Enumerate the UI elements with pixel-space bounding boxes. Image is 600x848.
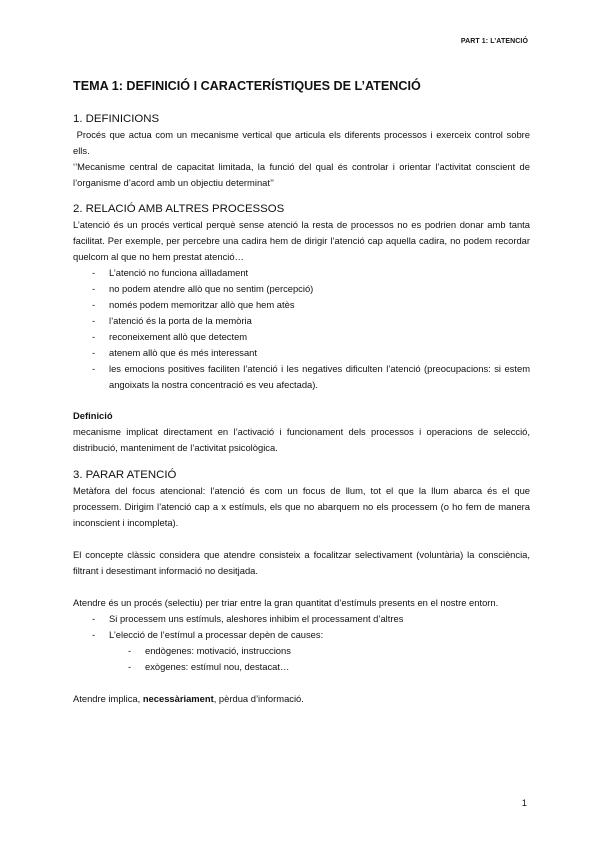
document-content bbox=[73, 78, 533, 707]
closing-paragraph bbox=[73, 691, 530, 707]
document-title: TEMA 1: DEFINICIÓ I CARACTERÍSTIQUES DE L’ATENCIÓ bbox=[73, 79, 421, 93]
definition-title: Definició bbox=[73, 410, 113, 421]
section-parar-atencio bbox=[73, 468, 530, 707]
list-item: - Si processem uns estímuls, aleshores inhibim el processament d’altres bbox=[73, 611, 530, 627]
list-item: - només podem memoritzar allò que hem atès bbox=[73, 297, 530, 313]
paragraph: Procés que actua com un mecanisme vertical que articula els diferents processos i exerceix control sobre ells. bbox=[73, 129, 533, 156]
bullet-list bbox=[73, 611, 530, 643]
bullet-list bbox=[73, 265, 530, 393]
section-heading-1: 1. DEFINICIONS bbox=[73, 113, 160, 125]
list-item: - les emocions positives faciliten l’atenció i les negatives dificulten l’atenció (preocupacions: si estem angoixats la nostra concentració es veu afectada). bbox=[73, 361, 530, 393]
section-relacio bbox=[73, 202, 530, 456]
closing-text-bold: necessàriament bbox=[142, 693, 214, 704]
paragraph: L’atenció és un procés vertical perquè sense atenció la resta de processos no es podrien donar amb tanta facilitat. Per exemple, per percebre una cadira hem de dirigir l’atenció cap aquella cadira, no podem recordar quelcom al que no hem prestat atenció… bbox=[73, 219, 530, 262]
page-number: 1 bbox=[521, 797, 527, 808]
sub-list-item: - endògenes: motivació, instruccions bbox=[73, 643, 530, 659]
sub-bullet-list bbox=[73, 643, 530, 675]
sub-list-item: - exògenes: estímul nou, destacat… bbox=[73, 659, 530, 675]
closing-text-start: Atendre implica, bbox=[73, 693, 143, 704]
definition-block bbox=[73, 408, 530, 456]
section-definicions bbox=[73, 112, 533, 191]
paragraph: Metàfora del focus atencional: l’atenció és com un focus de llum, tot el que la llum abarca és el que processem. Dirigim l’atenció cap a x estímuls, els que no abarquem no els processem (o ho fem de manera inconscient i incompleta). bbox=[73, 485, 530, 528]
quote-paragraph: ‘’Mecanisme central de capacitat limitada, la funció del qual és controlar i orientar l’activitat conscient de l’organisme d’acord amb un objectiu determinat’’ bbox=[73, 161, 530, 188]
list-item: - reconeixement allò que detectem bbox=[73, 329, 530, 345]
section-heading-2: 2. RELACIÓ AMB ALTRES PROCESSOS bbox=[73, 203, 285, 215]
section-heading-3: 3. PARAR ATENCIÓ bbox=[73, 469, 177, 481]
list-item: - no podem atendre allò que no sentim (percepció) bbox=[73, 281, 530, 297]
paragraph: Atendre és un procés (selectiu) per triar entre la gran quantitat d’estímuls presents en el nostre entorn. bbox=[73, 597, 499, 608]
list-item: - atenem allò que és més interessant bbox=[73, 345, 530, 361]
paragraph: El concepte clàssic considera que atendre consisteix a focalitzar selectivament (voluntària) la consciència, filtrant i desestimant informació no desitjada. bbox=[73, 549, 530, 576]
definition-text: mecanisme implicat directament en l’activació i funcionament dels processos i operacions de selecció, distribució, manteniment de l’activitat psicològica. bbox=[73, 426, 530, 453]
closing-text-end: , pèrdua d’informació. bbox=[213, 693, 304, 704]
list-item: - L’atenció no funciona aïlladament bbox=[73, 265, 530, 281]
list-item: - l’atenció és la porta de la memòria bbox=[73, 313, 530, 329]
list-item: - L’elecció de l’estímul a processar depèn de causes: bbox=[73, 627, 530, 643]
running-header: PART 1: L’ATENCIÓ bbox=[460, 38, 528, 45]
